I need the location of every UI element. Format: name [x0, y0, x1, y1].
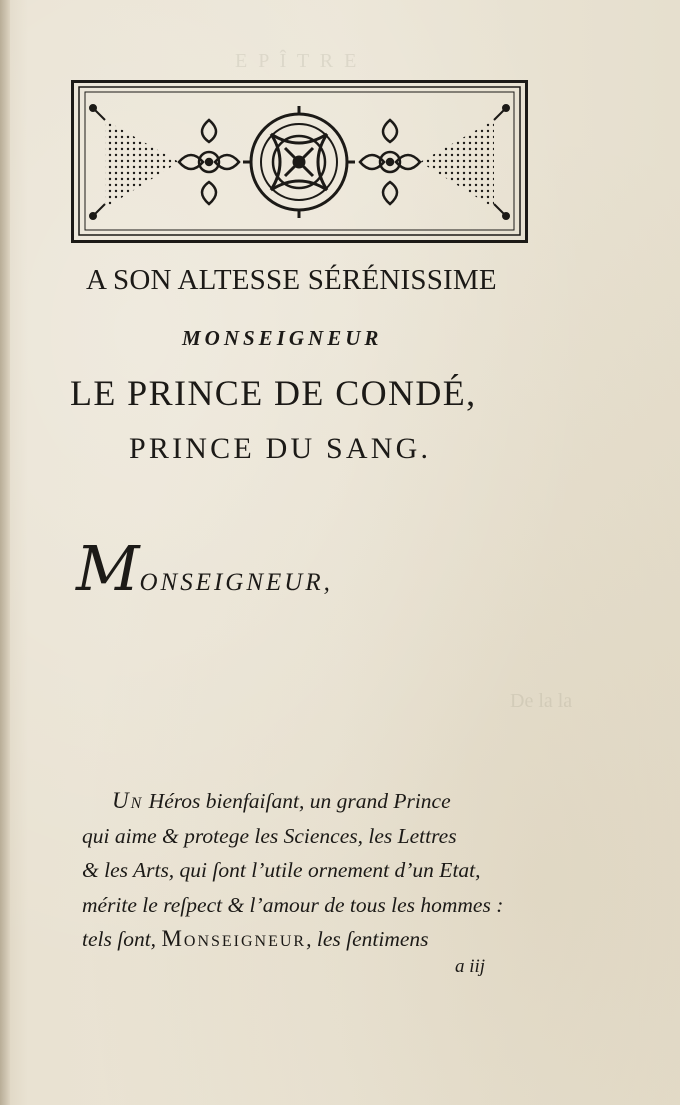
salutation [76, 532, 333, 612]
right-dotted-wedge [420, 120, 494, 208]
dedication-line-altesse: A SON ALTESSE SÉRÉNISSIME [86, 264, 497, 296]
headpiece-ornament [71, 80, 528, 243]
dedication-line-prince-conde: LE PRINCE DE CONDÉ, [70, 373, 477, 413]
body-line: & les Arts, qui ſont l’utile ornement d’un Etat, [82, 858, 481, 882]
dedication-line-prince-sang: PRINCE DU SANG. [129, 432, 432, 465]
body-line-text: Héros bienfaiſant, un grand Prince [143, 789, 451, 813]
salutation-rest: ONSEIGNEUR, [139, 569, 333, 596]
body-line-text: , les ſentimens [306, 927, 429, 951]
left-fleuron [179, 120, 239, 204]
body-line [82, 784, 572, 819]
show-through-text: E P Î T R E [235, 50, 360, 72]
right-fleuron [360, 120, 420, 204]
body-lead-word: Un [112, 788, 144, 813]
body-line [82, 922, 572, 957]
body-line-text: tels ſont, [82, 927, 162, 951]
left-dotted-wedge [105, 120, 179, 208]
body-paragraph [82, 784, 572, 957]
signature-mark: a iij [455, 956, 486, 977]
show-through-text: De la la [510, 690, 573, 712]
central-rosette [243, 106, 355, 218]
body-line: qui aime & protege les Sciences, les Lettres [82, 823, 457, 848]
body-caps-word: Monseigneur [161, 926, 307, 951]
body-line: mérite le reſpect & l’amour de tous les hommes : [82, 892, 504, 917]
page-gutter-shadow [0, 0, 10, 1105]
dedication-line-monseigneur: MONSEIGNEUR [182, 326, 383, 350]
salutation-initial: M [76, 532, 140, 605]
